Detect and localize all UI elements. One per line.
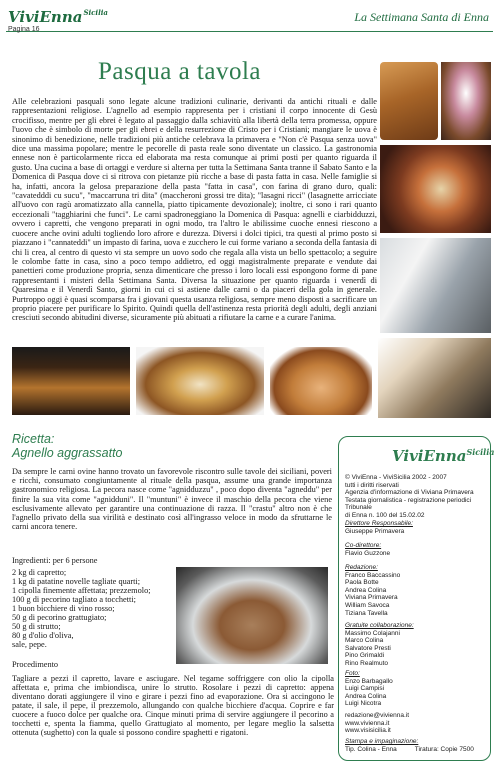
ingredients-list <box>12 568 172 649</box>
section-title: La Settimana Santa di Enna <box>354 10 489 24</box>
article-title: Pasqua a tavola <box>98 58 262 85</box>
article-body: Alle celebrazioni pasquali sono legate alcune tradizioni culinarie, derivanti da antichi rituali e dalle rappresentazioni religiose. L'agnello ad esempio rappresenta per i cristiani il corpo innocente di Gesù crocifisso, mentre per gli ebrei è legato al passaggio dalla schiavitù alla libertà della terra promessa, oppure l'uovo che è simbolo di morte per gli ebrei e della resurrezione di Cristo per i Cristiani; mangiare le uova è sinonimo di benedizione, nelle tradizioni più antiche celebrava la primavera e "Non c'è Pasqua senza uova" dice una massima popolare; mentre le pecorelle di pasta reale sono diventate un classico. La gastronomia ennese non è particolarmente ricca ed elaborata ma resta comunque ai primi posti per quanto riguarda il gusto. Una cucina a base di ortaggi e verdure si alterna per tutta la Settimana Santa tranne il Sabato Santo e la Domenica di Pasqua dove ci si ritrova con pietanze più ricche a base di pasta fatta in casa. Nelle famiglie si ha, infatti, ancora la gelosa preparazione della pasta "fatta in casa", con farina di grano duro, quali: "cavatedddi cu sucu", "maccarruna tri dita" (maccheroni grossi tre dita); "lasagni ricci" (lasagnette arricciate all'uovo con ragù aromatizzato alla cannella, piatto tipicamente devozionale); inoltre, ci sono i rari quanto eccezionali "tagghiarini che funci". Le carni spadroneggiano la Domenica di Pasqua: agnelli e ciarbidduzzi, ovvero i capretti, che vengono preparati in ogni modo, tra l'altro le abilissime cuoche ennesi riescono a cuocere anche ovini adulti togliendo loro afrore e durezza. Diversi i dolci tipici, tra questi al primo posto si piazzano i "cannateddi" un impasto di farina, uova e zucchero le cui forme variano a seconda della fantasia di chi li crea, al centro di questo vi sta sempre un uovo sodo che regala alla vista un bello spettacolo; a seguire le colombe fatte in casa, sino a poco tempo addietro, ed oggi magistralmente preparate e vendute dai panettieri come produzione propria, senza dimenticare che presso i loro locali essi espongono forme di pane rappresentanti i misteri della Settimana Santa. Diversa la situazione per quanto riguarda i venerdì di Quaresima e il Venerdì Santo, giorni in cui ci si astiene dalle carni o da piaceri della gola in generale. Purtroppo oggi è quasi scomparsa fra i giovani questa usanza religiosa, sempre meno disposti a sacrificare un proprio piacere per purificare lo Spirito. Quindi quella dell'astinenza resta priorità degli adulti, degli anziani cresciuti secondo abitudini diverse, sicuramente più abituati a rifiutare la carne e a curare l'anima. <box>12 97 377 323</box>
list-item: sale, pepe. <box>12 640 47 649</box>
photo-cannateddi <box>380 145 491 233</box>
recipe-intro: Da sempre le carni ovine hanno trovato un favorevole riscontro sulle tavole dei siciliani, poveri e ricchi, consumato congiuntamente al rituale della pasqua, assume una grande importanza gastronomico religiosa. La pecora nasce come "agnidduzzu" , poco dopo diventa "agneddu" per finire la sua vita come "agnidduni". Il "muntuni" è invece il maschio della pecora che viene esclusivamente allevato per garantire una continuazione di razza. Il "crastu" altro non è che l'agnello privato della sua virilità e destinato così all'ingrasso veloce in modo da sfruttarne le carni ancora tenere. <box>12 467 332 532</box>
website-link[interactable]: www.visisicilia.it <box>345 727 391 735</box>
recipe-label: Ricetta: <box>12 432 55 446</box>
email-link[interactable]: redazione@vivienna.it <box>345 712 410 719</box>
colophon-contacts <box>345 712 485 735</box>
colophon-photo: Foto: Enzo Barbagallo Luigi Campisi Andrea Colina Luigi Nicotra <box>345 670 393 708</box>
photo-agnello-pan <box>176 567 328 664</box>
photo-cooks <box>378 338 491 418</box>
list-item: 50 g di strutto; <box>12 622 61 631</box>
colophon-codirector: Co-direttore: Flavio Guzzone <box>345 542 391 557</box>
ingredients-title: Ingredienti: per 6 persone <box>12 556 98 565</box>
colophon-legal: © ViviEnna - ViviSicilia 2002 - 2007 tutti i diritti riservati Agenzia d'informazione di Viviana Primavera Testata giornalistica - registrazione periodici Tribunale di Enna n. 100 del 15.02.02 <box>345 474 474 519</box>
recipe-heading <box>12 432 123 460</box>
colophon-staff: Redazione: Franco Baccassino Paola Botte Andrea Colina Viviana Primavera William Savoca Tiziana Tavella <box>345 564 401 617</box>
list-item: 100 g di pecorino tagliato a tocchetti; <box>12 595 136 604</box>
colophon-collaborators: Gratuite collaborazione: Massimo Colajanni Marco Colina Salvatore Presti Pino Grimaldi Rino Realmuto <box>345 622 414 667</box>
photo-baked-pasta <box>12 347 130 415</box>
colophon-print: Stampa e impaginazione: Tip. Colina - Enna Tiratura: Copie 7500 <box>345 738 474 753</box>
photo-easter-cake <box>441 62 491 140</box>
list-item: 50 g di pecorino grattugiato; <box>12 613 107 622</box>
list-item: 80 g d'olio d'oliva, <box>12 631 74 640</box>
list-item: 1 cipolla finemente affettata; prezzemolo; <box>12 586 151 595</box>
list-item: 2 kg di capretto; <box>12 568 67 577</box>
page-number: Pagina 16 <box>8 26 40 33</box>
colophon-director: Direttore Responsabile: Giuseppe Primavera <box>345 520 413 535</box>
list-item: 1 buon bicchiere di vino rosso; <box>12 604 115 613</box>
recipe-name: Agnello aggrassatto <box>12 446 123 460</box>
list-item: 1 kg di patatine novelle tagliate quarti; <box>12 577 141 586</box>
photo-bread <box>270 347 372 415</box>
header-logo: ViviEnna$^{Sicilia}$ <box>8 8 108 26</box>
photo-colomba <box>380 62 438 140</box>
procedure-title: Procedimento <box>12 660 59 669</box>
photo-lamb-dish <box>136 347 264 415</box>
colophon-logo: ViviEnna$^{Sicilia}$ <box>392 447 495 465</box>
procedure-text: Tagliare a pezzi il capretto, lavare e asciugare. Nel tegame soffriggere con olio la cipolla affettata e, prima che imbiondisca, unire lo strutto. Rosolare i pezzi di capretto: appena diventano dorati aggiungere il vino e girare i pezzi fino ad evaporazione. Ora si accingono le patate, il sale, il pepe, il prezzemolo, allungando con qualche bicchiere d'acqua. Coprire e far cuocere a fuoco dolce per qualche ora. Cinque minuti prima di servire aggiungere il pecorino a tocchetti e, spenta la fiamma, quello Grattugiato al momento, per legare meglio la salsetta ottenuta (sughetto) con la quale si possono condire spaghetti e rigatoni. <box>12 674 334 737</box>
photo-chef-kitchen <box>380 238 491 333</box>
page-header <box>6 4 493 32</box>
website-link[interactable]: www.vivienna.it <box>345 719 390 727</box>
